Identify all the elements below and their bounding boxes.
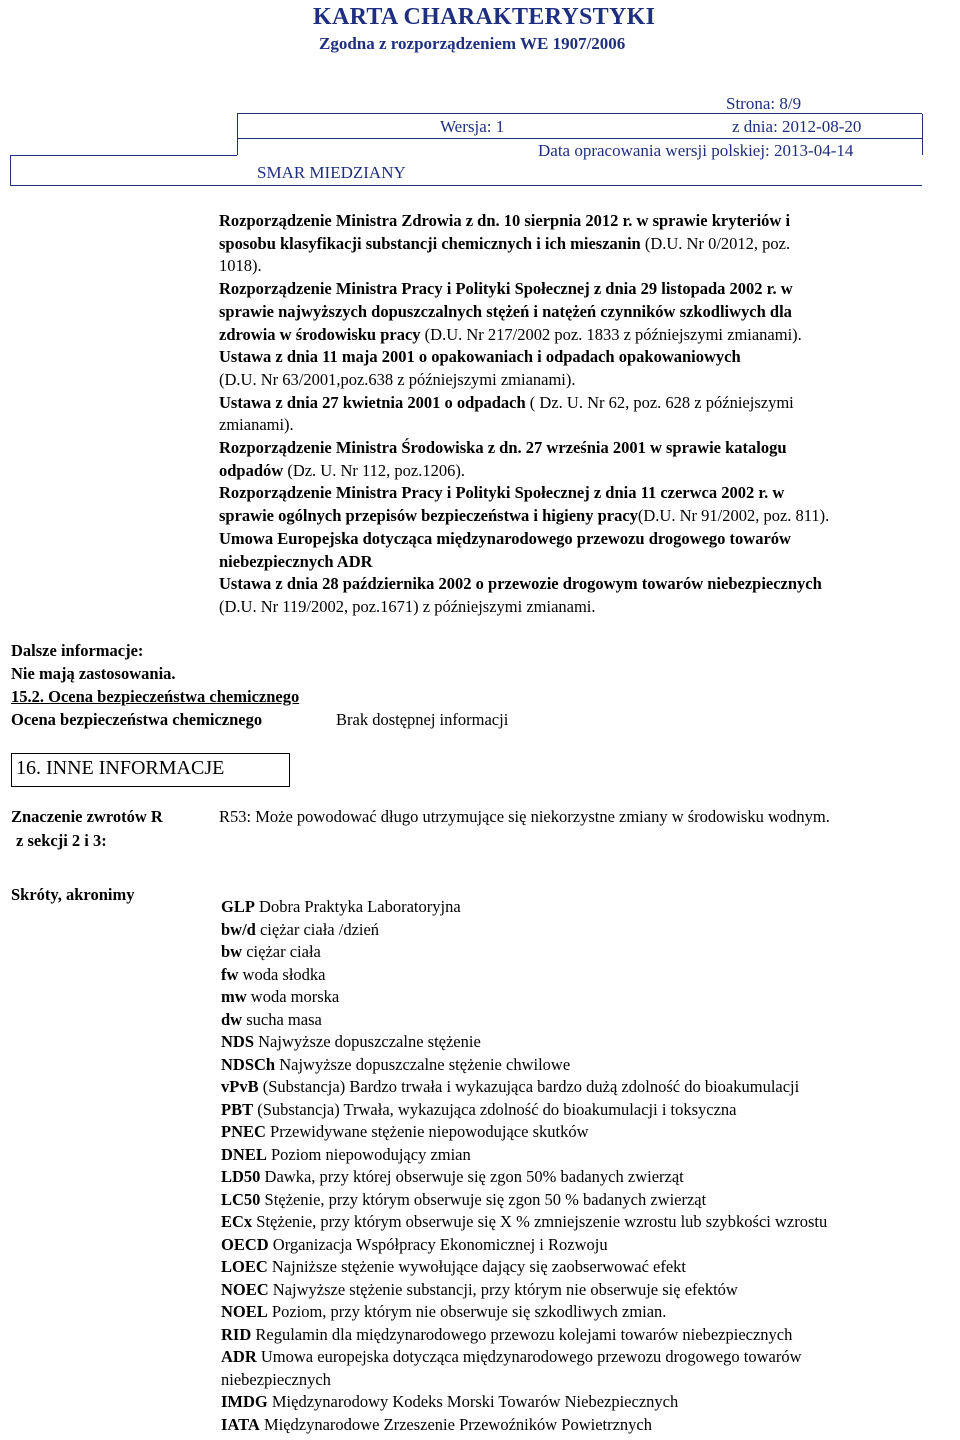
- abbreviation-code: ECx: [221, 1212, 253, 1231]
- abbreviation-item: [221, 1347, 802, 1367]
- abbreviation-item: [221, 1055, 570, 1075]
- header-rule-2: [237, 138, 922, 139]
- abbreviation-code: IMDG: [221, 1392, 268, 1411]
- abbreviation-item: [221, 1100, 737, 1120]
- header-box-left: [10, 155, 11, 185]
- r53-text: R53: Może powodować długo utrzymujące się niekorzystne zmiany w środowisku wodnym.: [219, 807, 830, 826]
- abbreviation-code: NDS: [221, 1032, 255, 1051]
- regulation-line: sprawie najwyższych dopuszczalnych stężeń i natężeń czynników szkodliwych dla: [219, 301, 792, 321]
- regulation-line: zmianami).: [219, 415, 294, 435]
- abbreviation-item: [221, 987, 339, 1007]
- abbreviation-definition: Najwyższe stężenie substancji, przy którym nie obserwuje się efektów: [268, 1279, 738, 1299]
- header-box-right: [922, 114, 923, 155]
- page-number: Strona: 8/9: [726, 94, 802, 113]
- abbreviation-definition: Dobra Praktyka Laboratoryjna: [254, 897, 461, 916]
- regulation-line: Ustawa z dnia 27 kwietnia 2001 o odpadach ( Dz. U. Nr 62, poz. 628 z późniejszymi: [219, 392, 794, 412]
- abbreviation-item: [221, 1077, 799, 1097]
- regulation-line: Umowa Europejska dotycząca międzynarodowego przewozu drogowego towarów: [219, 528, 791, 548]
- abbreviation-definition: Organizacja Współpracy Ekonomicznej i Rozwoju: [268, 1234, 608, 1254]
- abbreviation-code: LOEC: [221, 1257, 268, 1276]
- abbreviation-definition: Poziom niepowodujący zmian: [266, 1144, 471, 1164]
- abbreviation-item: [221, 1302, 666, 1322]
- version-label: Wersja: 1: [440, 117, 505, 136]
- regulation-line: Rozporządzenie Ministra Pracy i Polityki Społecznej z dnia 29 listopada 2002 r. w: [219, 279, 793, 299]
- abbreviation-definition: Umowa europejska dotycząca międzynarodowego przewozu drogowego towarów: [256, 1347, 802, 1366]
- abbreviation-item: [221, 1415, 652, 1435]
- abbreviation-code: ADR: [221, 1347, 257, 1366]
- abbreviation-definition: Stężenie, przy którym obserwuje się zgon 50 % badanych zwierząt: [260, 1189, 707, 1209]
- regulation-line: zdrowia w środowisku pracy (D.U. Nr 217/2002 poz. 1833 z późniejszymi zmianami).: [219, 324, 802, 344]
- abbreviation-code: mw: [221, 987, 247, 1006]
- abbreviation-item: [221, 1325, 792, 1345]
- abbreviation-definition: (Substancja) Trwała, wykazująca zdolność do bioakumulacji i toksyczna: [253, 1099, 737, 1119]
- abbreviation-item: [221, 1032, 481, 1052]
- product-name: SMAR MIEDZIANY: [257, 163, 406, 182]
- abbreviation-code: IATA: [221, 1414, 260, 1434]
- regulation-line: odpadów (Dz. U. Nr 112, poz.1206).: [219, 460, 465, 480]
- abbreviation-code: bw: [221, 942, 243, 961]
- abbreviation-definition: (Substancja) Bardzo trwała i wykazująca bardzo dużą zdolność do bioakumulacji: [258, 1077, 800, 1096]
- abbreviation-code: fw: [221, 964, 239, 984]
- abbreviation-code: PBT: [221, 1099, 254, 1119]
- document-subtitle: Zgodna z rozporządzeniem WE 1907/2006: [319, 34, 626, 53]
- abbreviation-definition: woda morska: [246, 987, 340, 1006]
- further-info-value: Nie mają zastosowania.: [11, 664, 176, 683]
- regulation-line: (D.U. Nr 63/2001,poz.638 z późniejszymi zmianami).: [219, 369, 576, 389]
- abbreviation-code: OECD: [221, 1234, 269, 1254]
- section-16-title-box: [11, 753, 290, 787]
- abbreviation-code: LD50: [221, 1167, 261, 1186]
- abbreviation-code: GLP: [221, 897, 255, 916]
- abbreviation-code: LC50: [221, 1189, 261, 1209]
- abbreviation-code: PNEC: [221, 1122, 266, 1141]
- section-16-title: 16. INNE INFORMACJE: [16, 757, 225, 779]
- abbreviation-definition: sucha masa: [242, 1009, 322, 1029]
- regulation-line: sprawie ogólnych przepisów bezpieczeństwa i higieny pracy(D.U. Nr 91/2002, poz. 811).: [219, 506, 830, 526]
- regulation-line: niebezpiecznych ADR: [219, 551, 373, 571]
- abbreviation-definition: ciężar ciała: [242, 942, 321, 961]
- regulation-line: Rozporządzenie Ministra Zdrowia z dn. 10 sierpnia 2012 r. w sprawie kryteriów i: [219, 211, 791, 230]
- abbreviation-item: [221, 1212, 827, 1232]
- abbreviation-definition: ciężar ciała /dzień: [255, 919, 380, 939]
- abbreviation-item: [221, 1190, 706, 1210]
- abbreviation-item: [221, 1145, 471, 1165]
- r-phrases-label-2: z sekcji 2 i 3:: [16, 831, 107, 850]
- regulations-list: [219, 210, 829, 619]
- abbreviation-item: [221, 1370, 331, 1390]
- chem-safety-value: Brak dostępnej informacji: [336, 710, 509, 729]
- regulation-line: Ustawa z dnia 11 maja 2001 o opakowaniach i odpadach opakowaniowych: [219, 347, 741, 367]
- abbreviation-code: NOEC: [221, 1279, 269, 1299]
- abbreviation-code: NOEL: [221, 1302, 268, 1321]
- chem-safety-label: Ocena bezpieczeństwa chemicznego: [11, 710, 263, 729]
- abbreviation-item: [221, 1167, 684, 1187]
- abbreviation-item: [221, 1257, 686, 1277]
- issue-date: z dnia: 2012-08-20: [732, 117, 862, 136]
- abbreviation-item: [221, 1122, 589, 1142]
- abbreviation-definition: Najwyższe dopuszczalne stężenie: [254, 1032, 481, 1051]
- r-phrases-label: Znaczenie zwrotów R: [11, 807, 163, 826]
- regulation-line: Rozporządzenie Ministra Pracy i Polityki Społecznej z dnia 11 czerwca 2002 r. w: [219, 483, 785, 503]
- abbreviation-code: dw: [221, 1009, 243, 1029]
- abbreviation-definition: Przewidywane stężenie niepowodujące skutków: [265, 1122, 589, 1141]
- regulation-line: (D.U. Nr 119/2002, poz.1671) z późniejszymi zmianami.: [219, 596, 596, 616]
- abbreviation-item: [221, 942, 321, 962]
- further-info-label: Dalsze informacje:: [11, 641, 144, 660]
- regulation-line: Rozporządzenie Ministra Środowiska z dn. 27 września 2001 w sprawie katalogu: [219, 438, 787, 458]
- regulation-line: Ustawa z dnia 28 października 2002 o przewozie drogowym towarów niebezpiecznych: [219, 574, 822, 594]
- abbreviation-definition: Międzynarodowe Zrzeszenie Przewoźników Powietrznych: [259, 1414, 653, 1434]
- abbreviations-label: Skróty, akronimy: [11, 885, 135, 904]
- abbreviation-definition: Najniższe stężenie wywołujące dający się zaobserwować efekt: [267, 1257, 687, 1276]
- regulation-line: sposobu klasyfikacji substancji chemicznych i ich mieszanin (D.U. Nr 0/2012, poz.: [219, 233, 791, 253]
- abbreviation-item: [221, 897, 461, 917]
- abbreviation-definition: woda słodka: [238, 964, 326, 984]
- abbreviation-item: [221, 920, 379, 940]
- header-divider-left: [237, 114, 238, 155]
- regulation-line: 1018).: [219, 256, 262, 276]
- abbreviation-definition: Poziom, przy którym nie obserwuje się szkodliwych zmian.: [267, 1302, 667, 1321]
- abbreviation-code: bw/d: [221, 919, 256, 939]
- document-title: KARTA CHARAKTERYSTYKI: [313, 4, 656, 30]
- header-rule-1: [237, 113, 922, 114]
- translation-date: Data opracowania wersji polskiej: 2013-04-14: [538, 141, 854, 160]
- abbreviation-item: [221, 965, 326, 985]
- abbreviation-item: [221, 1392, 678, 1412]
- abbreviation-definition: Najwyższe dopuszczalne stężenie chwilowe: [275, 1054, 571, 1074]
- abbreviation-definition: Międzynarodowy Kodeks Morski Towarów Niebezpiecznych: [267, 1392, 679, 1411]
- abbreviation-item: [221, 1235, 608, 1255]
- abbreviation-code: RID: [221, 1324, 252, 1344]
- section-15-2-heading: 15.2. Ocena bezpieczeństwa chemicznego: [11, 687, 300, 706]
- abbreviation-definition: niebezpiecznych: [221, 1369, 331, 1389]
- abbreviation-code: vPvB: [221, 1077, 259, 1096]
- abbreviation-item: [221, 1010, 322, 1030]
- abbreviation-item: [221, 1280, 738, 1300]
- abbreviation-definition: Stężenie, przy którym obserwuje się X % zmniejszenie wzrostu lub szybkości wzrostu: [252, 1212, 828, 1231]
- abbreviation-code: NDSCh: [221, 1054, 276, 1074]
- header-box-top: [10, 155, 237, 156]
- header-box-bottom: [10, 185, 922, 186]
- abbreviation-code: DNEL: [221, 1144, 267, 1164]
- abbreviation-definition: Regulamin dla międzynarodowego przewozu kolejami towarów niebezpiecznych: [251, 1324, 793, 1344]
- abbreviation-definition: Dawka, przy której obserwuje się zgon 50% badanych zwierząt: [260, 1167, 684, 1186]
